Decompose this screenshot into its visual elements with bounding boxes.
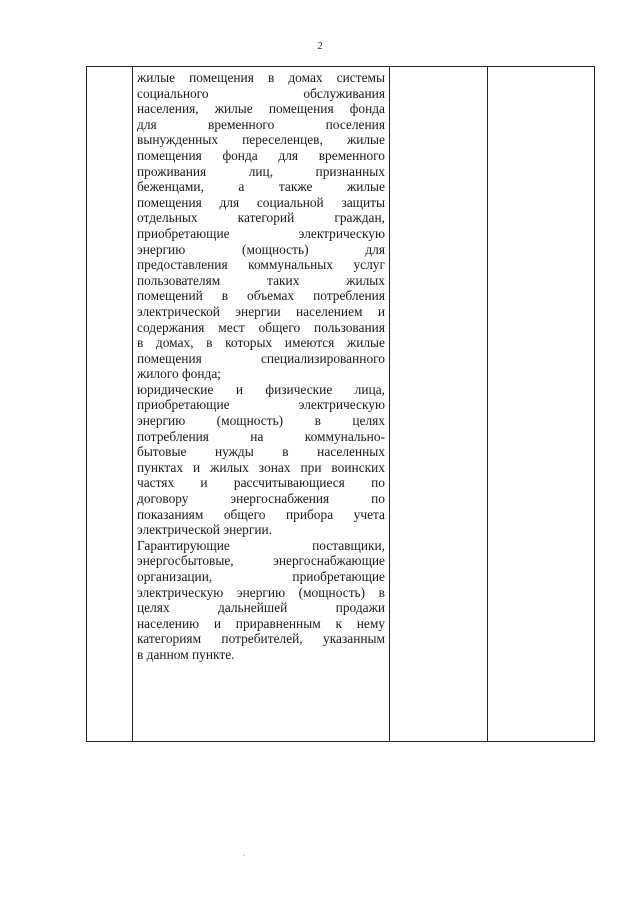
text-line: проживания лиц, признанных bbox=[137, 163, 385, 179]
table-row bbox=[87, 67, 595, 742]
text-line: энергосбытовые, энергоснабжающие bbox=[137, 553, 385, 569]
text-line: социального обслуживания bbox=[137, 85, 385, 101]
text-line: юридические и физические лица, bbox=[137, 381, 385, 397]
text-line: Гарантирующие поставщики, bbox=[137, 537, 385, 553]
scan-speck: . bbox=[243, 848, 246, 858]
text-line: в данном пункте. bbox=[137, 646, 235, 662]
text-line: вынужденных переселенцев, жилые bbox=[137, 132, 385, 148]
text-line: пунктах и жилых зонах при воинских bbox=[137, 459, 385, 475]
text-line: для временного поселения bbox=[137, 116, 385, 132]
text-line: жилые помещения в домах системы bbox=[137, 70, 385, 85]
text-line: электрической энергии населением и bbox=[137, 303, 385, 319]
text-line: энергию (мощность) для bbox=[137, 241, 385, 257]
text-line: договору энергоснабжения по bbox=[137, 491, 385, 507]
text-line: категориям потребителей, указанным bbox=[137, 631, 385, 647]
text-line: целях дальнейшей продажи bbox=[137, 600, 385, 616]
text-line: содержания мест общего пользования bbox=[137, 319, 385, 335]
table-cell-description bbox=[133, 67, 390, 742]
text-line: населения, жилые помещения фонда bbox=[137, 101, 385, 117]
text-line: населению и приравненным к нему bbox=[137, 615, 385, 631]
text-line: приобретающие электрическую bbox=[137, 225, 385, 241]
paragraph bbox=[137, 382, 385, 538]
text-line: энергию (мощность) в целях bbox=[137, 413, 385, 429]
paragraph bbox=[137, 538, 385, 663]
text-line: помещения фонда для временного bbox=[137, 147, 385, 163]
text-line: помещения для социальной защиты bbox=[137, 194, 385, 210]
document-table bbox=[86, 66, 595, 742]
text-line: пользователям таких жилых bbox=[137, 272, 385, 288]
text-line: предоставления коммунальных услуг bbox=[137, 257, 385, 273]
text-line: частях и рассчитывающиеся по bbox=[137, 475, 385, 491]
text-line: в домах, в которых имеются жилые bbox=[137, 335, 385, 351]
text-line: отдельных категорий граждан, bbox=[137, 210, 385, 226]
page-number: 2 bbox=[317, 40, 323, 52]
text-line: приобретающие электрическую bbox=[137, 397, 385, 413]
table-cell-column-4 bbox=[488, 67, 595, 742]
table-cell-column-3 bbox=[390, 67, 488, 742]
text-line: помещения специализированного bbox=[137, 350, 385, 366]
text-line: беженцами, а также жилые bbox=[137, 179, 385, 195]
text-line: электрическую энергию (мощность) в bbox=[137, 584, 385, 600]
paragraph bbox=[137, 70, 385, 382]
table-cell-number bbox=[87, 67, 133, 742]
text-line: помещений в объемах потребления bbox=[137, 288, 385, 304]
text-line: жилого фонда; bbox=[137, 366, 222, 382]
text-line: бытовые нужды в населенных bbox=[137, 444, 385, 460]
text-line: показаниям общего прибора учета bbox=[137, 506, 385, 522]
text-line: организации, приобретающие bbox=[137, 569, 385, 584]
text-line: электрической энергии. bbox=[137, 522, 273, 538]
text-line: потребления на коммунально- bbox=[137, 428, 385, 444]
description-text bbox=[133, 67, 389, 663]
